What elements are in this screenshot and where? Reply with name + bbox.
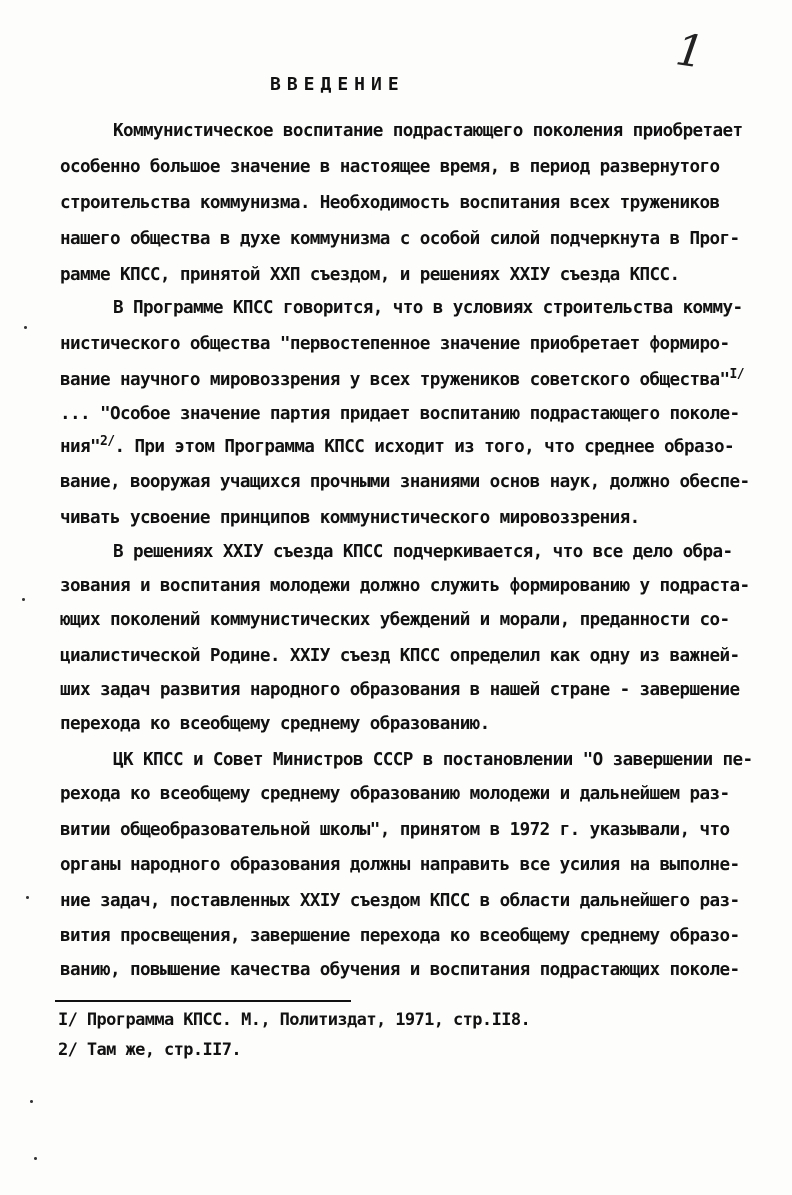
scan-speck	[24, 326, 27, 329]
footnote-1: I/ Программа КПСС. М., Политиздат, 1971, стр.II8.	[58, 1010, 531, 1030]
text-line: нистического общества "первостепенное значение приобретает формиро-	[60, 334, 730, 354]
text-line: ших задач развития народного образования в нашей стране - завершение	[60, 680, 740, 700]
text-line: ... "Особое значение партия придает воспитанию подрастающего поколе-	[60, 404, 740, 424]
text-line-content: вание научного мировоззрения у всех тружеников советского общества"	[60, 370, 730, 390]
footnote-divider	[55, 1000, 351, 1002]
text-line: органы народного образования должны направить все усилия на выполне-	[60, 855, 740, 875]
text-line: циалистической Родине. ХХIУ съезд КПСС определил как одну из важней-	[60, 646, 740, 666]
text-line: рехода ко всеобщему среднему образованию молодежи и дальнейшем раз-	[60, 784, 730, 804]
text-line: строительства коммунизма. Необходимость воспитания всех тружеников	[60, 193, 720, 213]
page-number: 1	[672, 24, 708, 79]
text-line: перехода ко всеобщему среднему образованию.	[60, 714, 490, 734]
text-line-content: ния"	[60, 437, 100, 457]
text-line: ванию, повышение качества обучения и воспитания подрастающих поколе-	[60, 960, 740, 980]
text-line-content: . При этом Программа КПСС исходит из того, что среднее образо-	[114, 437, 734, 457]
scan-speck	[22, 598, 25, 601]
text-line: рамме КПСС, принятой ХХП съездом, и решениях ХХIУ съезда КПСС.	[60, 265, 680, 285]
page-title: ВВЕДЕНИЕ	[270, 74, 405, 95]
text-line: вание, вооружая учащихся прочными знаниями основ наук, должно обеспе-	[60, 472, 750, 492]
text-line: вития просвещения, завершение перехода ко всеобщему среднему образо-	[60, 926, 740, 946]
text-line: зования и воспитания молодежи должно служить формированию у подраста-	[60, 576, 750, 596]
text-line: особенно большое значение в настоящее время, в период развернутого	[60, 157, 720, 177]
text-line: ющих поколений коммунистических убеждений и морали, преданности со-	[60, 610, 730, 630]
text-line	[60, 365, 744, 395]
scan-speck	[30, 1100, 33, 1103]
text-line	[60, 432, 734, 462]
text-line: В Программе КПСС говорится, что в условиях строительства комму-	[113, 298, 743, 318]
footnote-2: 2/ Там же, стр.II7.	[58, 1040, 242, 1060]
text-line: Коммунистическое воспитание подрастающего поколения приобретает	[113, 121, 743, 141]
text-line: витии общеобразовательной школы", принятом в 1972 г. указывали, что	[60, 820, 730, 840]
text-line: нашего общества в духе коммунизма с особой силой подчеркнута в Прог-	[60, 229, 740, 249]
text-line: чивать усвоение принципов коммунистического мировоззрения.	[60, 508, 640, 528]
text-line: В решениях ХХIУ съезда КПСС подчеркивается, что все дело обра-	[113, 542, 733, 562]
text-line: ЦК КПСС и Совет Министров СССР в постановлении "О завершении пе-	[113, 750, 753, 770]
footnote-ref-2: 2/	[99, 434, 115, 449]
scan-speck	[26, 896, 29, 899]
text-line: ние задач, поставленных ХХIУ съездом КПСС в области дальнейшего раз-	[60, 891, 740, 911]
footnote-ref-1: I/	[729, 367, 744, 382]
scan-speck	[34, 1157, 37, 1160]
